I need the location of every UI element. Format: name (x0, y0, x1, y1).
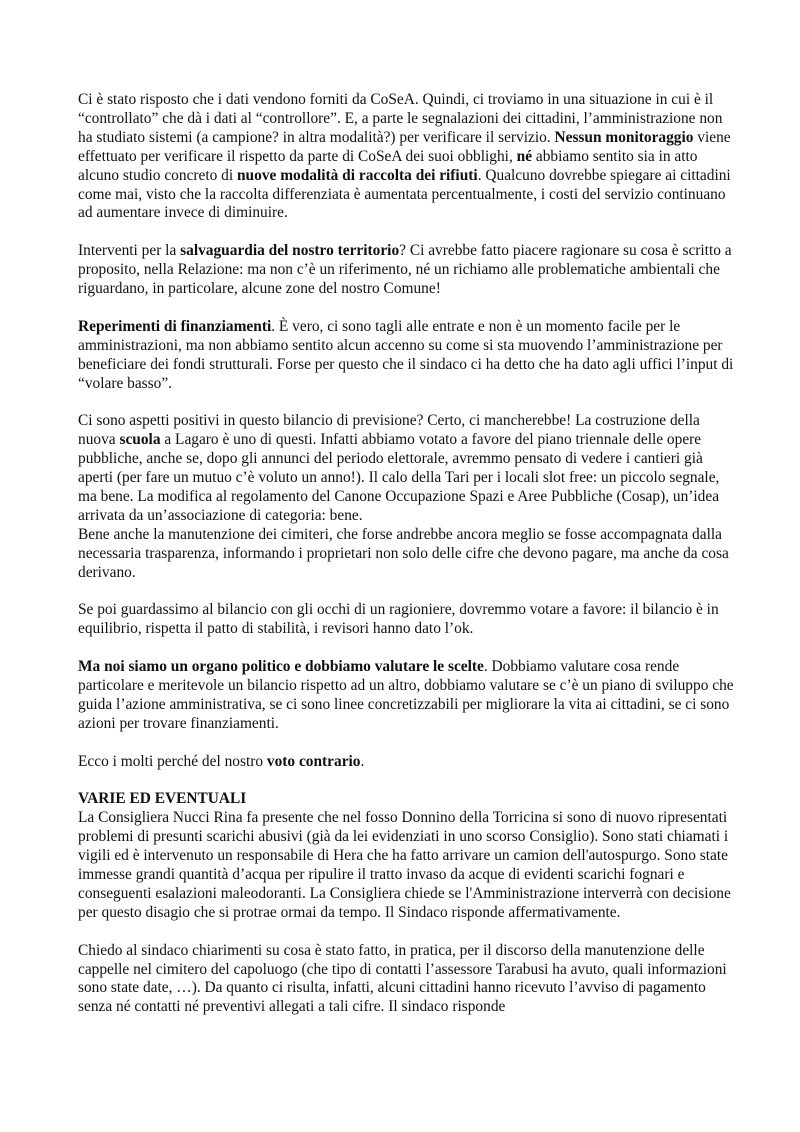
paragraph (78, 526, 738, 583)
bold-text: Ma noi siamo un organo politico e dobbiamo valutare le scelte (78, 658, 484, 676)
text-run: abbiamo sentito sia in atto alcuno studio concreto di (78, 147, 698, 184)
section-heading: VARIE ED EVENTUALI (78, 790, 247, 808)
text-run: ? Ci avrebbe fatto piacere ragionare su cosa è scritto a proposito, nella Relazione: ma non c’è un riferimento, né un richiamo alle problematiche ambientali che riguardano, in particolare, alcune zone del nostro Comune! (78, 242, 732, 298)
paragraph (78, 601, 738, 639)
bold-text: Nessun monitoraggio (554, 128, 694, 146)
paragraph (78, 753, 738, 772)
paragraph (78, 412, 738, 525)
text-run: viene effettuato per verificare il rispetto da parte di CoSeA dei suoi obblighi, (78, 128, 731, 165)
bold-text: scuola (119, 431, 161, 449)
text-run: a Lagaro è uno di questi. Infatti abbiamo votato a favore del piano triennale delle opere pubbliche, anche se, dopo gli annunci del periodo elettorale, avremmo pensato di vedere i cantieri già aperti (per fare un mutuo c’è voluto un anno!). Il calo della Tari per i locali slot free: un piccolo segnale, ma bene. La modifica al regolamento del Canone Occupazione Spazi e Aree Pubbliche (Cosap), un’idea arrivata da un’associazione di categoria: bene. (78, 431, 720, 524)
text-run: . (360, 752, 365, 770)
paragraph (78, 91, 738, 223)
text-run: Se poi guardassimo al bilancio con gli occhi di un ragioniere, dovremmo votare a favore: il bilancio è in equilibrio, rispetta il patto di stabilità, i revisori hanno dato l’ok. (78, 601, 719, 638)
text-run: Ci è stato risposto che i dati vendono forniti da CoSeA. Quindi, ci troviamo in una situazione in cui è il “controllato” che dà i dati al “controllore”. E, a parte le segnalazioni dei cittadini, l’amministrazione non ha studiato sistemi (a campione? in altra modalità?) per verificare il servizio. (78, 91, 723, 146)
paragraph (78, 242, 738, 299)
bold-text: nuove modalità di raccolta dei rifiuti (237, 166, 478, 184)
paragraph (78, 318, 738, 394)
document-page (78, 91, 738, 1036)
text-run: Chiedo al sindaco chiarimenti su cosa è stato fatto, in pratica, per il discorso della manutenzione delle cappelle nel cimitero del capoluogo (che tipo di contatti l’assessore Tarabusi ha avuto, quali informazioni sono state date, …). Da quanto ci risulta, infatti, alcuni cittadini hanno ricevuto l’avviso di pagamento senza né contatti né preventivi allegati a tali cifre. Il sindaco risponde (78, 941, 727, 1016)
document-body-continued (78, 809, 738, 1017)
bold-text: né (516, 147, 533, 165)
text-run: Ci sono aspetti positivi in questo bilancio di previsione? Certo, ci mancherebbe! La costruzione della nuova (78, 412, 700, 449)
bold-text: voto contrario (266, 752, 361, 770)
text-run: Bene anche la manutenzione dei cimiteri, che forse andrebbe ancora meglio se fosse accompagnata dalla necessaria trasparenza, informando i proprietari non solo delle cifre che devono pagare, ma anche da cosa derivano. (78, 525, 729, 581)
paragraph (78, 658, 738, 734)
text-run: Interventi per la (78, 242, 181, 260)
text-run: Ecco i molti perché del nostro (78, 752, 267, 770)
document-body (78, 91, 738, 772)
bold-text: salvaguardia del nostro territorio (180, 242, 400, 260)
text-run: . È vero, ci sono tagli alle entrate e non è un momento facile per le amministrazioni, ma non abbiamo sentito alcun accenno su come si sta muovendo l’amministrazione per beneficiare dei fondi strutturali. Forse per questo che il sindaco ci ha detto che ha dato agli uffici l’input di “volare basso”. (78, 317, 734, 392)
paragraph (78, 809, 738, 922)
text-run: La Consigliera Nucci Rina fa presente che nel fosso Donnino della Torricina si sono di nuovo ripresentati problemi di presunti scarichi abusivi (già da lei evidenziati in uno scorso Consiglio). Sono stati chiamati i vigili ed è intervenuto un responsabile di Hera che ha fatto arrivare un camion dell'autospurgo. Sono state immesse grandi quantità d’acqua per ripulire il tratto invaso da acque di evidenti scarichi fognari e conseguenti esalazioni maleodoranti. La Consigliera chiede se l'Amministrazione interverrà con decisione per questo disagio che si protrae ormai da tempo. Il Sindaco risponde affermativamente. (78, 809, 731, 921)
paragraph (78, 942, 738, 1018)
text-run: . Qualcuno dovrebbe spiegare ai cittadini come mai, visto che la raccolta differenziata è aumentata percentualmente, i costi del servizio continuano ad aumentare invece di diminuire. (78, 166, 731, 222)
bold-text: Reperimenti di finanziamenti (78, 317, 272, 335)
text-run: . Dobbiamo valutare cosa rende particolare e meritevole un bilancio rispetto ad un altro, dobbiamo valutare se c’è un piano di sviluppo che guida l’azione amministrativa, se ci sono linee concretizzabili per migliorare la vita ai cittadini, se ci sono azioni per trovare finanziamenti. (78, 658, 734, 732)
